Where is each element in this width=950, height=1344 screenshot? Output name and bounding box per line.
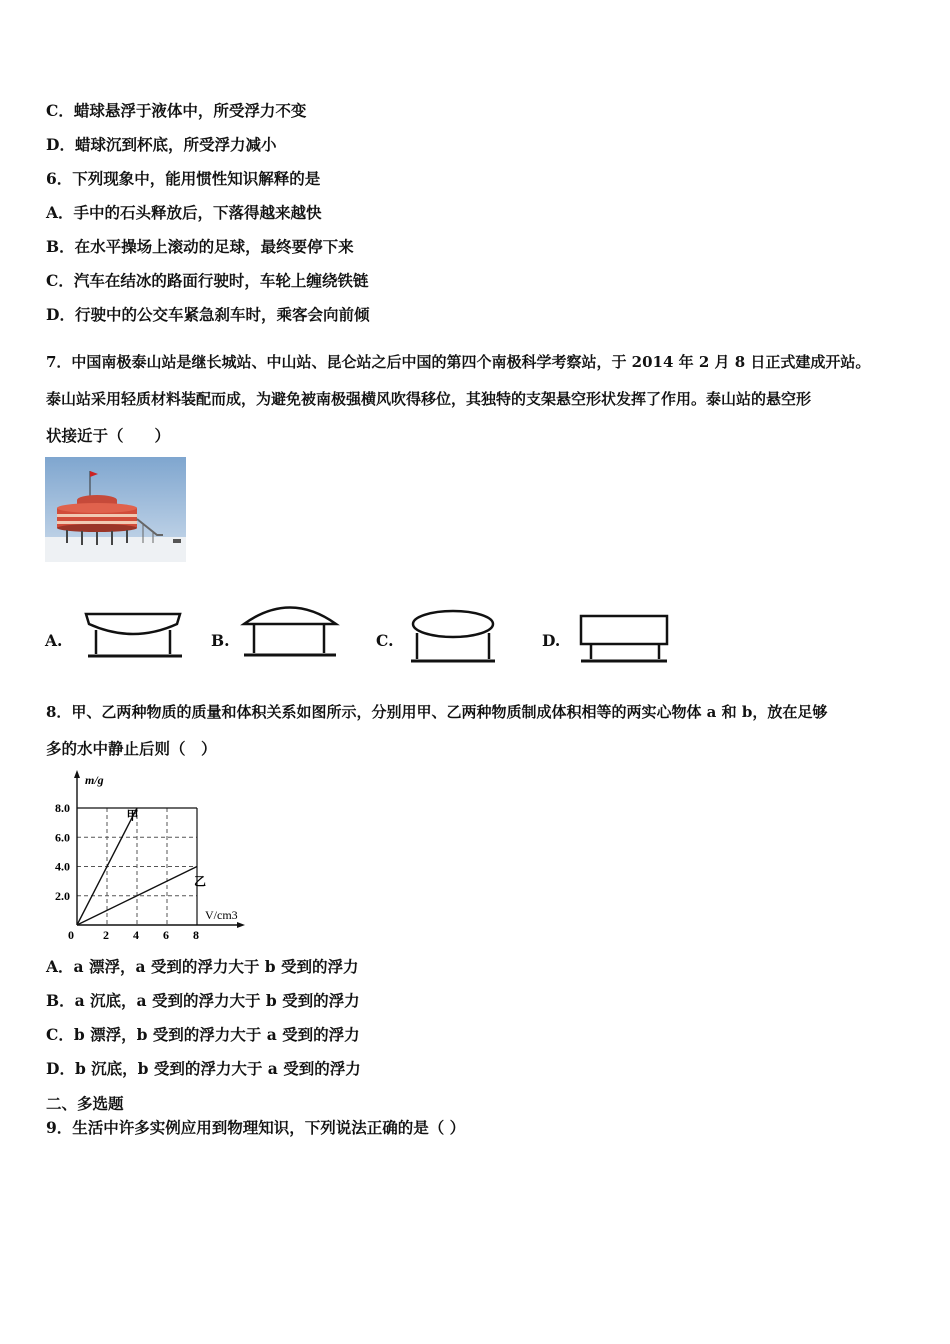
x-tick-label: 4: [133, 928, 139, 942]
y-tick-label: 2.0: [55, 888, 70, 903]
x-axis-label: V/cm3: [205, 908, 238, 922]
question-7-line-2: 泰山站采用轻质材料装配而成，为避免被南极强横风吹得移位，其独特的支架悬空形状发挥了作用。泰山站的悬空形: [46, 390, 812, 408]
y-tick-label: 6.0: [55, 830, 70, 845]
q6-option-b: B．在水平操场上滚动的足球，最终要停下来: [46, 237, 354, 256]
y-axis-label: m/g: [85, 773, 104, 787]
question-7-line-1: 7．中国南极泰山站是继长城站、中山站、昆仑站之后中国的第四个南极科学考察站，于 2014 年 2 月 8 日正式建成开站。: [46, 353, 871, 371]
section-2-heading: 二、多选题: [46, 1094, 124, 1113]
q7-option-d-label: D.: [542, 631, 561, 650]
q6-option-a: A．手中的石头释放后，下落得越来越快: [46, 203, 322, 222]
x-tick-label: 6: [163, 928, 169, 942]
x-tick-label: 8: [193, 928, 199, 942]
series-yi-label: 乙: [194, 874, 207, 889]
taishan-station-photo: [45, 457, 186, 562]
series-jia-label: 甲: [126, 808, 139, 823]
x-tick-label: 2: [103, 928, 109, 942]
y-tick-label: 8.0: [55, 801, 70, 815]
option-d-prev: D．蜡球沉到杯底，所受浮力减小: [46, 135, 277, 154]
q6-option-d: D．行驶中的公交车紧急刹车时，乘客会向前倾: [46, 305, 370, 324]
q8-option-c: C．b 漂浮，b 受到的浮力大于 a 受到的浮力: [46, 1025, 360, 1044]
q7-shape-d: [577, 612, 672, 668]
q7-shape-a: [80, 606, 190, 666]
x-tick-label: 0: [68, 928, 74, 942]
q7-option-c-label: C.: [376, 631, 394, 650]
x-axis-arrow: [237, 922, 245, 928]
q8-option-d: D．b 沉底，b 受到的浮力大于 a 受到的浮力: [46, 1059, 361, 1078]
question-6: 6．下列现象中，能用惯性知识解释的是: [46, 169, 321, 188]
question-7-line-3: 状接近于（ ）: [46, 426, 171, 445]
q7-option-a-label: A.: [45, 631, 63, 650]
y-axis-arrow: [74, 770, 80, 778]
option-c-prev: C．蜡球悬浮于液体中，所受浮力不变: [46, 101, 307, 120]
q7-shape-b: [239, 601, 344, 663]
question-9: 9．生活中许多实例应用到物理知识，下列说法正确的是（ ）: [46, 1118, 466, 1137]
q8-option-b: B．a 沉底，a 受到的浮力大于 b 受到的浮力: [46, 991, 360, 1010]
q7-options: [45, 598, 685, 668]
y-tick-label: 4.0: [55, 859, 70, 874]
question-8-line-1: 8．甲、乙两种物质的质量和体积关系如图所示，分别用甲、乙两种物质制成体积相等的两实心物体 a 和 b，放在足够: [46, 703, 828, 721]
q8-option-a: A．a 漂浮，a 受到的浮力大于 b 受到的浮力: [46, 957, 359, 976]
question-8-line-2: 多的水中静止后则（ ）: [46, 739, 217, 758]
q7-shape-c: [408, 606, 500, 666]
q7-option-b-label: B.: [211, 631, 230, 650]
mass-volume-chart: [55, 770, 255, 945]
q6-option-c: C．汽车在结冰的路面行驶时，车轮上缠绕铁链: [46, 271, 369, 290]
